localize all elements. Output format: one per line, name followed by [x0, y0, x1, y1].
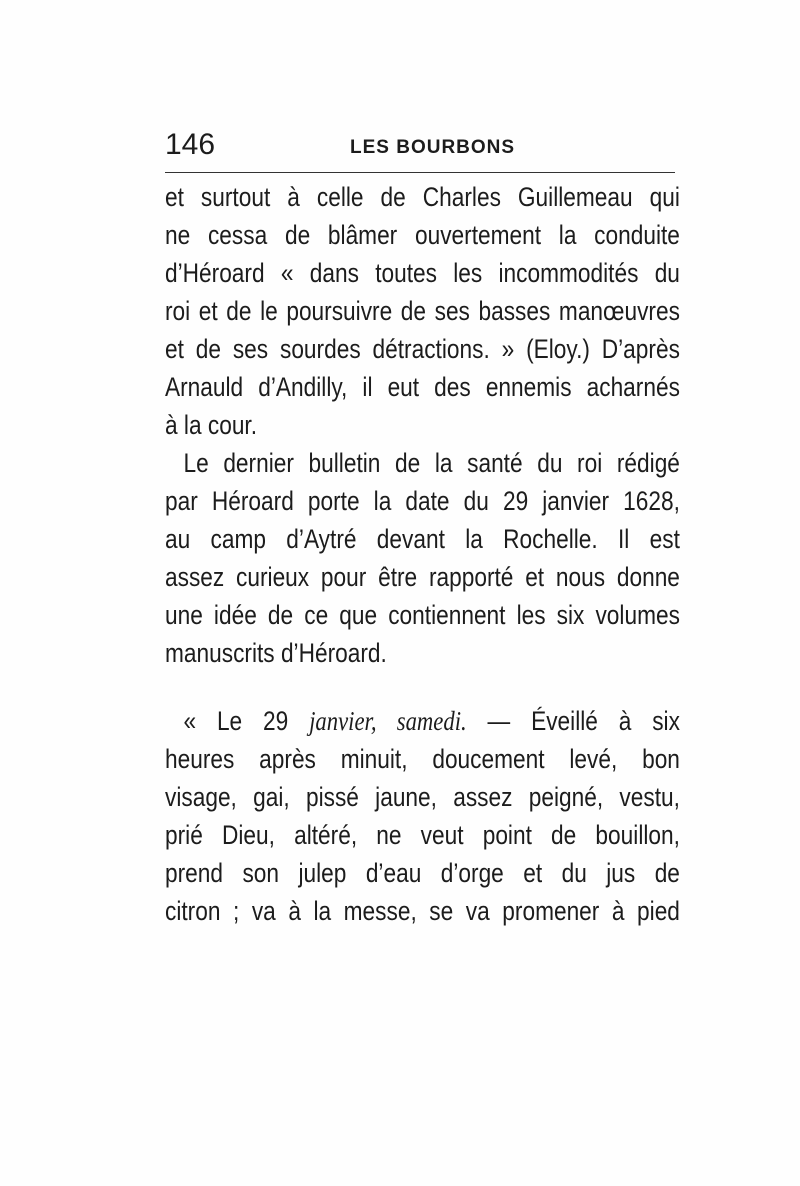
paragraph-2 — [165, 444, 680, 672]
text-line: au camp d’Aytré devant la Rochelle. Il est — [165, 524, 680, 554]
text-line: Arnauld d’Andilly, il eut des ennemis acharnés — [165, 372, 680, 402]
quote-lead: « Le 29 — [183, 706, 310, 736]
text-line: heures après minuit, doucement levé, bon — [165, 744, 680, 774]
text-line: une idée de ce que contiennent les six volumes — [165, 600, 680, 630]
text-line: assez curieux pour être rapporté et nous donne — [165, 562, 680, 592]
text-line: à la cour. — [165, 410, 258, 440]
body-text — [165, 178, 680, 930]
running-head: LES BOURBONS — [350, 137, 516, 158]
text-line: par Héroard porte la date du 29 janvier 1628, — [165, 486, 680, 516]
text-line: roi et de le poursuivre de ses basses manœuvres — [165, 296, 680, 326]
text-line-quote-start — [165, 702, 680, 740]
header-rule — [165, 172, 675, 173]
paragraph-gap — [165, 672, 680, 702]
text-line: prié Dieu, altéré, ne veut point de bouillon, — [165, 820, 680, 850]
paragraph-1 — [165, 178, 680, 444]
text-line: visage, gai, pissé jaune, assez peigné, vestu, — [165, 782, 680, 812]
text-line: et surtout à celle de Charles Guillemeau qui — [165, 182, 680, 212]
page-header — [165, 128, 675, 168]
quote-rest: — Éveillé à six — [466, 706, 680, 736]
page-number: 146 — [165, 128, 216, 161]
paragraph-3 — [165, 702, 680, 930]
text-line: et de ses sourdes détractions. » (Eloy.) D’après — [165, 334, 680, 364]
text-line: d’Héroard « dans toutes les incommodités du — [165, 258, 680, 288]
text-line: citron ; va à la messe, se va promener à pied — [165, 896, 680, 926]
text-line: manuscrits d’Héroard. — [165, 638, 387, 668]
quote-date-italic: janvier, samedi. — [309, 706, 467, 736]
text-line: prend son julep d’eau d’orge et du jus de — [165, 858, 680, 888]
text-line: Le dernier bulletin de la santé du roi rédigé — [183, 448, 680, 478]
text-line: ne cessa de blâmer ouvertement la conduite — [165, 220, 680, 250]
